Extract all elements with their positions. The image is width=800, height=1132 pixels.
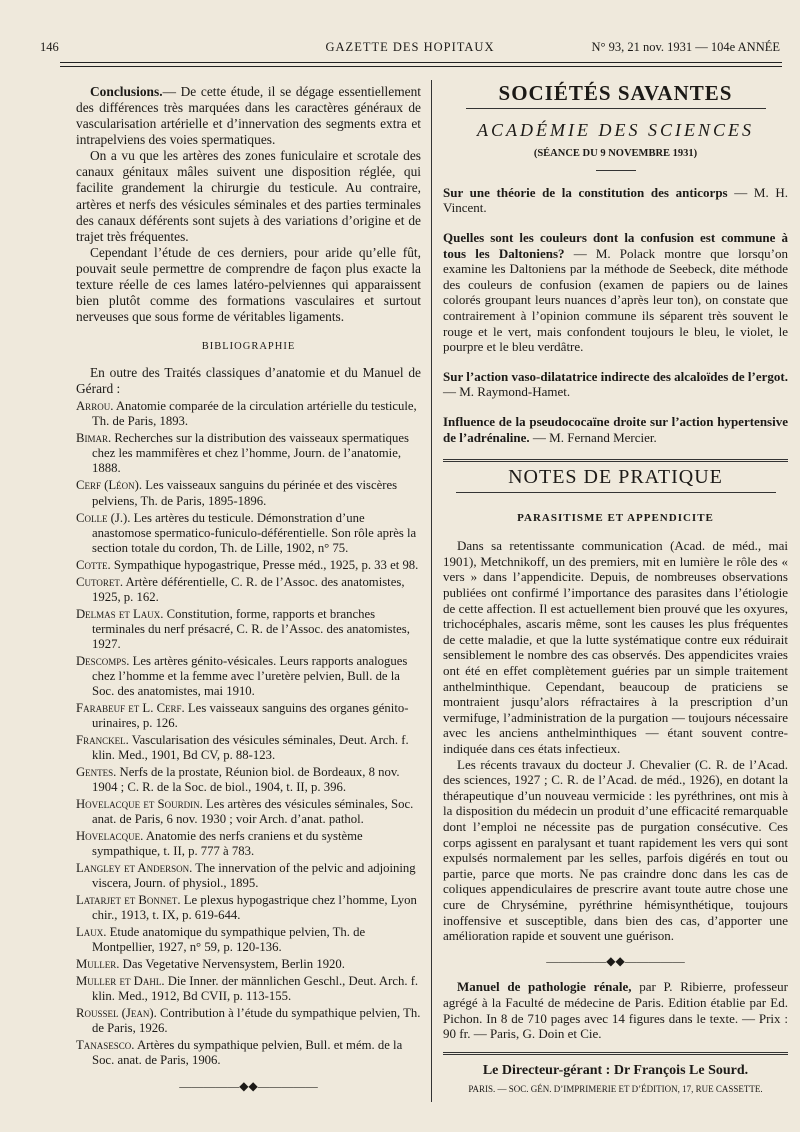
bibliography-author: Cutoret. [76, 574, 123, 589]
academy-item [443, 185, 788, 216]
bibliography-reference: Artères du sympathique pelvien, Bull. et mém. de la Soc. anat. de Paris, 1906. [92, 1038, 403, 1068]
bibliography-author: Gentes. [76, 764, 117, 779]
book-title: Manuel de pathologie rénale, [457, 979, 632, 995]
notes-paragraph-2: Les récents travaux du docteur J. Chevalier (C. R. de l’Acad. des sciences, 1927 ; C. R. de l’Acad. de méd., 1926), en dotant la thérapeutique d’un nouveau vermicide : les pyréthrines, ont mis à la disposition du médecin un produit d’une efficacité remarquable dont l’emploi ne nécessite pas de purgation consécutive. Ces corps agissent en paralysant et tuant rapidement les vers qui sont expulsés normalement par les selles, parfois digérés en tout ou partie, parce que morts. Ne pas craindre donc dans les cas de coliques appendiculaires de prescrire avant toute autre chose une cure de Chrysémine, pyréthrine hémisynthétique, toujours inoffensive et susceptible, dans bien des cas, d’apporter une amélioration rapide et souvent une guérison. [443, 756, 788, 944]
academy-item [443, 369, 788, 400]
academy-item-title: Sur une théorie de la constitution des anticorps [443, 184, 728, 200]
bibliography-intro: En outre des Traités classiques d’anatomie et du Manuel de Gérard : [76, 365, 421, 397]
bibliography-reference: Les vaisseaux sanguins des organes génito-urinaires, p. 126. [92, 700, 409, 730]
column-separator [431, 80, 432, 1102]
bibliography-entry [76, 861, 421, 891]
bibliography-reference: Die Inner. der männlichen Geschl., Deut. Arch. f. klin. Med., 1912, Bd CVII, p. 113-155. [92, 973, 419, 1003]
bibliography-author: Colle (J.). [76, 510, 131, 525]
issue-info: N° 93, 21 nov. 1931 — 104e ANNÉE [591, 40, 780, 54]
conclusions-text-1: — De cette étude, il se dégage essentiellement des différences très marquées dans les caractères généraux de vascularisation artérielle et d’innervation des segments extra et intrapelviens des voies spermatiques. [76, 84, 421, 148]
bibliography-reference: Recherches sur la distribution des vaisseaux spermatiques chez les mammifères et chez l’homme, Journ. de l’anatomie, 1888. [92, 431, 409, 476]
bibliography-reference: Les artères du testicule. Démonstration d’une anastomose spermatico-funiculo-déférentielle. Son rôle après la section totale du cordon, Th. de Lille, 1902, n° 75. [92, 510, 417, 555]
academy-title: ACADÉMIE DES SCIENCES [477, 119, 754, 140]
conclusions-label: Conclusions. [90, 84, 163, 99]
academy-item [443, 230, 788, 355]
bibliography-author: Bimar. [76, 431, 112, 446]
bibliography-reference: Les artères des vésicules séminales, Soc. anat. de Paris, 6 nov. 1930 ; voir Arch. d’anat. pathol. [92, 796, 414, 826]
notes-subtitle: PARASITISME ET APPENDICITE [517, 511, 714, 524]
header-rule [60, 62, 782, 63]
section-divider [443, 459, 788, 462]
bibliography-author: Arrou. [76, 399, 114, 414]
bibliography-author: Cotte. [76, 557, 111, 572]
right-column [443, 81, 789, 1112]
bibliography-author: Roussel (Jean). [76, 1006, 157, 1020]
journal-title: GAZETTE DES HOPITAUX [325, 40, 495, 54]
bibliography-author: Muller. [76, 956, 120, 971]
section-title: SOCIÉTÉS SAVANTES [498, 81, 733, 105]
bibliography-entry [76, 478, 421, 508]
notes-rule [456, 492, 776, 493]
bibliography-reference: Anatomie comparée de la circulation artérielle du testicule, Th. de Paris, 1893. [92, 399, 417, 429]
bibliography-entry [76, 797, 421, 827]
footer-rule [443, 1052, 788, 1055]
bibliography-author: Descomps. [76, 653, 130, 668]
bibliography-entry [76, 431, 421, 476]
bibliography-entry [76, 829, 421, 859]
conclusions-paragraph-1 [76, 84, 421, 148]
bibliography-author: Hovelacque et Sourdin. [76, 796, 203, 811]
bibliography-reference: Anatomie des nerfs craniens et du système sympathique, t. II, p. 777 à 783. [92, 828, 363, 858]
bibliography-entry [76, 654, 421, 699]
ornament-divider-right: —————◆◆————— [546, 953, 685, 968]
director-line: Le Directeur-gérant : Dr François Le Sourd. [482, 1062, 749, 1078]
academy-item-text: — M. Polack montre que lorsqu’on examine les Daltoniens par la méthode de Seebeck, dite méthode des couleurs de confusion (examen de papiers ou de laines colorés groupant leurs nuances d’après leur ton), on constate que contrairement à l’opinion commune ils séparent très souvent le rouge et le vert, mais confondent toujours le bleu, le violet, le pourpre et le bleu verdâtre. [443, 245, 788, 355]
bibliography-reference: Nerfs de la prostate, Réunion biol. de Bordeaux, 8 nov. 1904 ; C. R. de la Soc. de biol., 1904, t. II, p. 396. [92, 764, 400, 794]
bibliography-entry [76, 765, 421, 795]
bibliography-author: Cerf (Léon). [76, 478, 143, 493]
bibliography-author: Langley et Anderson. [76, 860, 193, 875]
bibliography-reference: Vascularisation des vésicules séminales, Deut. Arch. f. klin. Med., 1901, Bd CV, p. 88-123. [92, 732, 409, 762]
bibliography-entry [76, 957, 421, 972]
bibliography-author: Muller et Dahl. [76, 973, 165, 988]
notes-paragraph-1: Dans sa retentissante communication (Acad. de méd., mai 1901), Metchnikoff, un des premiers, mit en lumière le rôle des « vers » dans l’appendicite. Depuis, de nombreuses observations publiées ont confirmé l’importance des parasites dans l’étiologie de cette affection. Il est actuellement bien prouvé que les oxyures, trichocéphales, ascaris même, sont les causes les plus fréquentes de cette maladie, et que la lutte systématique contre eux réduirait sensiblement le nombre des cas observés. Des appendicites vraies ont été en effet complètement guéries par un simple traitement anthelminthique. Cependant, beaucoup de praticiens se montraient jusqu’alors réfractaires à la prescription d’un vermifuge, l’administration de la purgation — toujours nécessaire avec les anciens anthelminthiques — étant souvent contre-indiquée dans ces états infectieux. [443, 538, 788, 756]
bibliography-entry [76, 1038, 421, 1068]
bibliography-entry [76, 607, 421, 652]
title-rule [466, 108, 766, 109]
notes-title: NOTES DE PRATIQUE [508, 466, 723, 489]
bibliography-reference: The innervation of the pelvic and adjoining viscera, Journ. of physiol., 1895. [92, 860, 416, 890]
bibliography-author: Latarjet et Bonnet. [76, 892, 181, 907]
bibliography-heading: BIBLIOGRAPHIE [201, 341, 296, 353]
book-review [443, 979, 788, 1041]
printer-line: PARIS. — SOC. GÉN. D’IMPRIMERIE ET D’ÉDITION, 17, RUE CASSETTE. [468, 1084, 763, 1095]
bibliography-reference: Das Vegetative Nervensystem, Berlin 1920. [119, 956, 345, 971]
bibliography-author: Hovelacque. [76, 828, 144, 843]
bibliography-entry [76, 893, 421, 923]
conclusions-paragraph-2: On a vu que les artères des zones funiculaire et scrotale des canaux génitaux mâles suivent une disposition réglée, qui facilite grandement la chirurgie du testicule. Au contraire, artères et nerfs des vésicules séminales et des parties terminales des canaux déférents sont sujets à des variations d’origine et de trajet très fréquentes. [76, 148, 421, 244]
ornament-divider: —————◆◆————— [179, 1079, 318, 1094]
bibliography-list [76, 399, 421, 1068]
bibliography-reference: Constitution, forme, rapports et branches terminales du nerf présacré, C. R. de l’Assoc. des anatomistes, 1927. [92, 606, 410, 651]
academy-item-text: — M. Fernand Mercier. [529, 429, 657, 445]
bibliography-entry [76, 1006, 421, 1036]
short-rule [596, 170, 636, 171]
bibliography-entry [76, 701, 421, 731]
academy-item-text: — M. Raymond-Hamet. [443, 384, 571, 400]
bibliography-entry [76, 733, 421, 763]
bibliography-author: Tanasesco. [76, 1038, 135, 1053]
bibliography-reference: Les artères génito-vésicales. Leurs rapports analogues chez l’homme et la femme avec l’uretère pelvien, Bull. de la Soc. des anatomistes, mai 1910. [92, 653, 408, 698]
header-rule-2 [60, 66, 782, 67]
session-date: (SÉANCE DU 9 NOVEMBRE 1931) [533, 148, 698, 160]
book-details: par P. Ribierre, professeur agrégé à la Faculté de médecine de Paris. Edition établie par Ed. Pichon. In 8 de 710 pages avec 14 figures dans le texte. — Prix : 90 fr. — Paris, G. Doin et Cie. [443, 979, 788, 1042]
bibliography-entry [76, 974, 421, 1004]
bibliography-reference: Sympathique hypogastrique, Presse méd., 1925, p. 33 et 98. [110, 557, 419, 572]
bibliography-reference: Les vaisseaux sanguins du périnée et des viscères pelviens, Th. de Paris, 1895-1896. [92, 478, 398, 508]
academy-item-text: — M. H. Vincent. [443, 184, 789, 216]
bibliography-author: Franckel. [76, 732, 129, 747]
left-column [76, 84, 421, 1112]
bibliography-reference: Artère déférentielle, C. R. de l’Assoc. des anatomistes, 1925, p. 162. [92, 574, 405, 604]
bibliography-entry [76, 511, 421, 556]
bibliography-reference: Le plexus hypogastrique chez l’homme, Lyon chir., 1913, t. IX, p. 619-644. [92, 892, 417, 922]
bibliography-reference: Etude anatomique du sympathique pelvien, Th. de Montpellier, 1927, n° 59, p. 120-136. [92, 924, 366, 954]
academy-items [443, 185, 788, 445]
academy-item [443, 414, 788, 445]
page-header [40, 38, 780, 58]
bibliography-author: Delmas et Laux. [76, 606, 164, 621]
bibliography-reference: Contribution à l’étude du sympathique pelvien, Th. de Paris, 1926. [92, 1006, 421, 1036]
bibliography-entry [76, 575, 421, 605]
bibliography-author: Laux. [76, 924, 107, 939]
academy-item-title: Influence de la pseudococaïne droite sur l’action hypertensive de l’adrénaline. [443, 413, 788, 445]
bibliography-author: Farabeuf et L. Cerf. [76, 700, 185, 715]
academy-item-title: Quelles sont les couleurs dont la confusion est commune à tous les Daltoniens? [443, 229, 788, 261]
bibliography-entry [76, 558, 421, 573]
academy-item-title: Sur l’action vaso-dilatatrice indirecte des alcaloïdes de l’ergot. [443, 368, 788, 384]
conclusions-paragraph-3: Cependant l’étude de ces derniers, pour aride qu’elle fût, pouvait seule permettre de comprendre de façon plus exacte la texture réelle de ces lames latéro-pelviennes qui apparaissent bien plutôt comme des formations vasculaires et surtout nerveuses que sous forme de véritables ligaments. [76, 244, 421, 325]
page-number: 146 [40, 40, 59, 54]
bibliography-entry [76, 925, 421, 955]
bibliography-entry [76, 399, 421, 429]
